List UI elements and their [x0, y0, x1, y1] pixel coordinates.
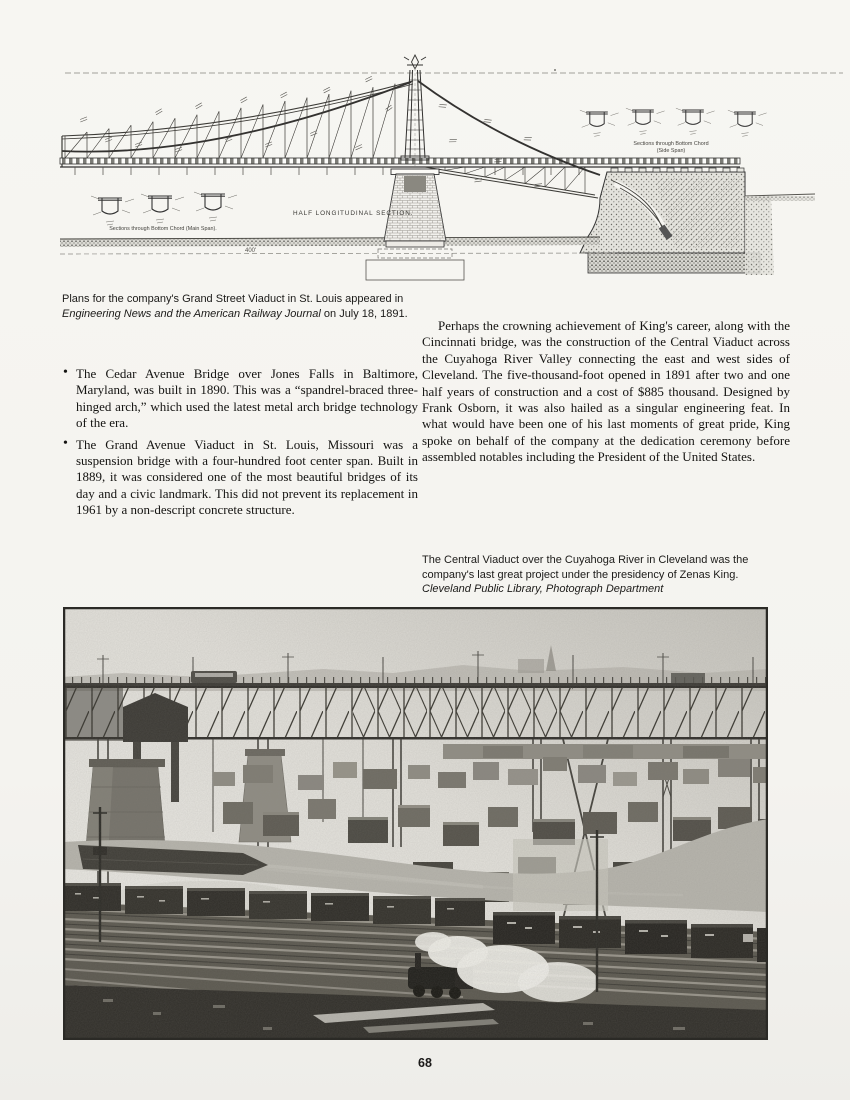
anchorage-block	[580, 168, 815, 275]
main-span-sections-caption: Sections through Bottom Chord (Main Span).	[109, 226, 217, 232]
right-column	[422, 318, 790, 466]
bridge-elevation-drawing	[55, 48, 850, 293]
suspension-tower	[401, 55, 429, 168]
left-column	[62, 366, 418, 524]
main-span-truss	[62, 81, 413, 167]
masonry-pier	[366, 169, 464, 280]
photo-credit: Cleveland Public Library, Photograph Department	[422, 583, 664, 595]
side-span-sections-caption-1: Sections through Bottom Chord	[633, 141, 709, 147]
bullet-grand-avenue: • The Grand Avenue Viaduct in St. Louis, Missouri was a suspension bridge with a four-hundred foot center span. Built in 1889, it was considered one of the most beautiful bridges of its day and a civic landmark. This did not prevent its replacement in 1961 by a non-descript concrete structure.	[62, 437, 418, 519]
plan-caption-date: on July 18, 1891.	[320, 307, 408, 320]
plan-caption	[62, 292, 420, 321]
bullet-cedar-avenue: • The Cedar Avenue Bridge over Jones Falls in Baltimore, Maryland, was built in 1890. This was a “spandrel-braced three-hinged arch,” which used the latest metal arch bridge technology of the era.	[62, 366, 418, 432]
bridge-bullet-list	[62, 366, 418, 519]
plan-caption-text: Plans for the company's Grand Street Viaduct in St. Louis appeared in	[62, 293, 404, 305]
photo-grain-overlay	[63, 607, 768, 1040]
journal-name: Engineering News and the American Railway Journal	[62, 307, 321, 320]
span-dimension-label: 400'	[245, 248, 257, 254]
annotation-marks	[80, 76, 542, 188]
page-number: 68	[418, 1056, 432, 1070]
side-span-truss	[418, 81, 600, 198]
photo-caption-text: The Central Viaduct over the Cuyahoga River in Cleveland was the company's last great project under the presidency of Zenas King.	[422, 554, 749, 581]
main-span-sections	[91, 192, 237, 232]
ground-line	[60, 237, 615, 254]
central-viaduct-photograph	[63, 607, 768, 1040]
half-longitudinal-section-label: HALF LONGITUDINAL SECTION.	[293, 210, 414, 217]
survey-dashed-line	[65, 69, 843, 73]
central-viaduct-paragraph: Perhaps the crowning achievement of King's career, along with the Cincinnati bridge, was the construction of the Central Viaduct across the Cuyahoga River Valley connecting the east and west sides of Cleveland. The five-thousand-foot opened in 1891 after two and one half years of construction and a cost of $885 thousand. Designed by Frank Osborn, it was also hailed as a singular engineering feat. In what would have been one of his last moments of great pride, King spoke on behalf of the company at the dedication ceremony before assembled notables including the President of the United States.	[422, 318, 790, 465]
side-span-sections	[580, 108, 767, 154]
photo-caption	[422, 553, 780, 597]
side-span-sections-caption-2: (Side Span)	[656, 148, 686, 154]
